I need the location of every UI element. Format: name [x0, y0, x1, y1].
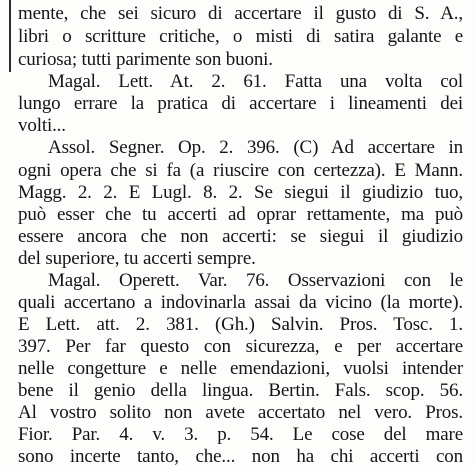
text-line-7: Assol. Segner. Op. 2. 396. (C) Ad accertare in: [48, 137, 463, 158]
text-line-17: nelle congetture e nelle emendazioni, vuolsi intender: [18, 358, 463, 379]
text-line-9: Magg. 2. 2. E Lugl. 8. 2. Se siegui il giudizio tuo,: [18, 182, 463, 203]
text-line-19: Al vostro solito non avete accertato nel vero. Pros.: [18, 402, 463, 423]
text-line-8: ogni opera che si fa (a riuscire con certezza). E Mann.: [18, 160, 463, 181]
text-line-16: 397. Per far questo con sicurezza, e per accertare: [18, 336, 463, 357]
text-line-10: può esser che tu accerti ad oprar rettamente, ma può: [18, 204, 463, 225]
text-line-15: E Lett. att. 2. 381. (Gh.) Salvin. Pros. Tosc. 1.: [18, 314, 463, 335]
text-line-11: essere ancora che non accerti: se siegui il giudizio: [18, 226, 463, 247]
text-line-21: sono incerte tanto, che... non ha chi accerti con: [18, 446, 463, 467]
text-line-2: libri o scritture critiche, o misti di satira galante e: [18, 26, 463, 47]
text-line-6: volti...: [18, 115, 66, 136]
text-line-18: bene il genio della lingua. Bertin. Fals. scop. 56.: [18, 380, 463, 401]
margin-rule: [9, 0, 11, 72]
text-line-12: del superiore, tu accerti sempre.: [18, 248, 256, 269]
text-line-5: lungo errare la pratica di accertare i lineamenti dei: [18, 93, 463, 114]
text-line-3: curiosa; tutti parimente son buoni.: [18, 49, 273, 70]
text-line-1: mente, che sei sicuro di accertare il gusto di S. A.,: [18, 3, 463, 24]
text-line-4: Magal. Lett. At. 2. 61. Fatta una volta col: [48, 71, 463, 92]
text-line-13: Magal. Operett. Var. 76. Osservazioni con le: [48, 270, 463, 291]
text-line-20: Fior. Par. 4. v. 3. p. 54. Le cose del mare: [18, 424, 463, 445]
text-line-14: quali accertano a indovinarla assai da vicino (la morte).: [18, 292, 463, 313]
